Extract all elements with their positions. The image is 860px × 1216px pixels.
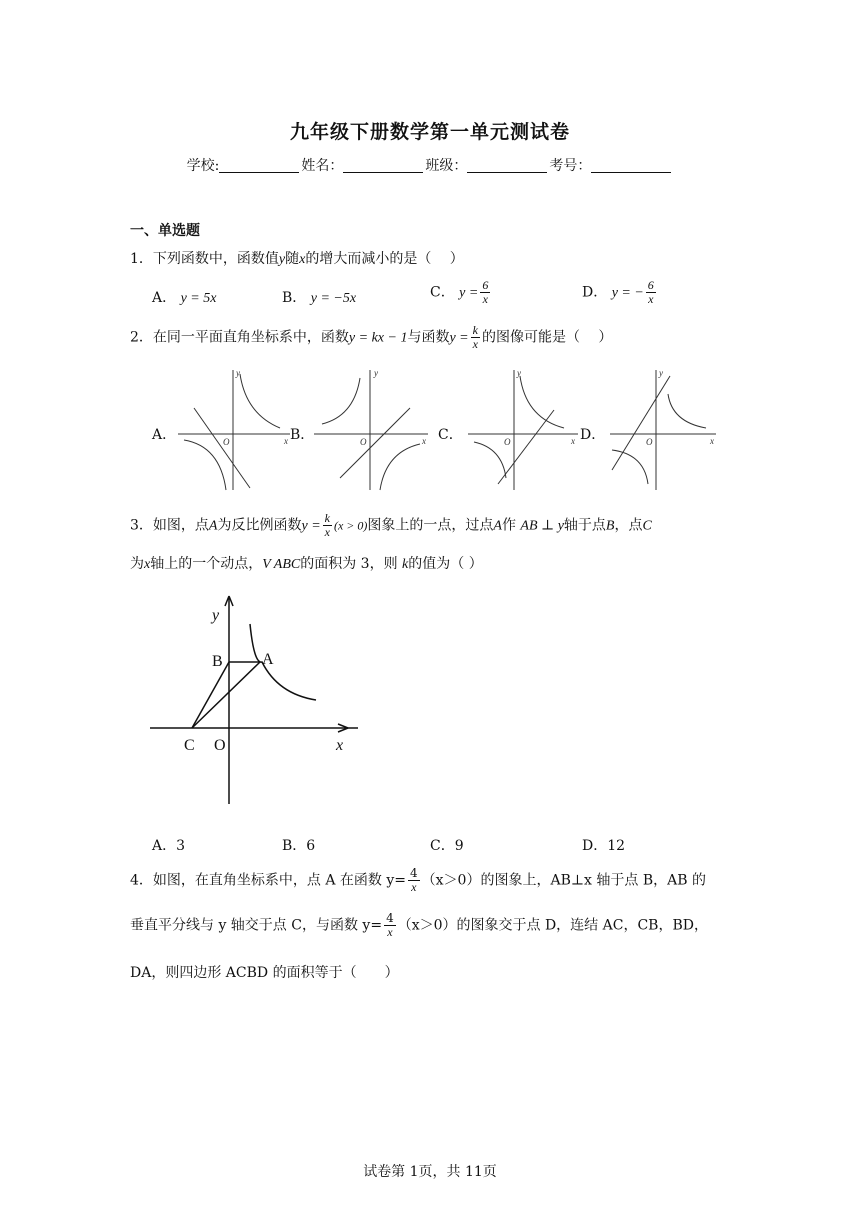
q1-option-d[interactable]: D． y = − $\frac{6}{x}$ xyxy=(582,278,654,306)
svg-text:x: x xyxy=(710,436,714,446)
question-3-line-1: 3．如图，点A为反比例函数y = $\frac{k}{x}$ (x > 0)图象上的一点，过点A作 AB ⊥ y轴于点B，点C xyxy=(130,511,652,539)
graph-d[interactable] xyxy=(610,370,716,490)
svg-text:y: y xyxy=(212,607,220,624)
fraction: $\frac{6}{x}$ xyxy=(647,278,654,306)
student-info-line xyxy=(0,155,860,175)
svg-text:x: x xyxy=(422,436,426,446)
question-4-line-1: 4．如图，在直角坐标系中，点 A 在函数 y= $\frac{4}{x}$ （x＞0）的图象上，AB⊥x 轴于点 B，AB 的 xyxy=(130,866,706,894)
name-label: 姓名： xyxy=(301,158,344,174)
fraction: $\frac{4}{x}$ xyxy=(410,866,418,894)
fraction: $\frac{4}{x}$ xyxy=(386,911,394,939)
segment-ca xyxy=(192,662,260,728)
question-3-line-2: 为x轴上的一个动点，V ABC的面积为 3，则 k的值为（ ） xyxy=(130,556,483,572)
school-label: 学校: xyxy=(186,158,220,174)
svg-text:O: O xyxy=(223,437,230,447)
svg-text:x: x xyxy=(571,436,575,446)
exam-no-blank xyxy=(591,158,671,173)
svg-text:A: A xyxy=(262,651,274,668)
fraction: $\frac{6}{x}$ xyxy=(482,278,489,306)
q2-label-c[interactable]: C． xyxy=(438,427,463,443)
q2-label-a[interactable]: A． xyxy=(152,427,177,443)
question-2-stem: 2．在同一平面直角坐标系中，函数y = kx − 1与函数y = $\frac{k}{x}$ 的图像可能是（ ） xyxy=(130,323,613,351)
q1-option-c[interactable]: C． y = $\frac{6}{x}$ xyxy=(430,278,489,306)
graph-a[interactable] xyxy=(178,370,290,490)
question-4-line-3: DA，则四边形 ACBD 的面积等于（ ） xyxy=(130,965,399,981)
segment-cb xyxy=(192,662,229,728)
svg-text:B: B xyxy=(212,653,223,670)
class-label: 班级： xyxy=(425,158,468,174)
q3-option-d[interactable]: D．12 xyxy=(582,838,626,854)
svg-text:y: y xyxy=(236,368,240,378)
question-4-line-2: 垂直平分线与 y 轴交于点 C，与函数 y= $\frac{4}{x}$ （x＞0）的图象交于点 D，连结 AC，CB，BD， xyxy=(130,911,708,939)
svg-text:x: x xyxy=(284,436,288,446)
question-1-stem: 1．下列函数中，函数值y随x的增大而减小的是（ ） xyxy=(130,251,464,267)
graph-b[interactable] xyxy=(314,370,428,490)
svg-text:O: O xyxy=(504,437,511,447)
page-footer: 试卷第 1页，共 11页 xyxy=(363,1164,497,1180)
q1-option-a[interactable]: A． y = 5x xyxy=(152,290,217,306)
q3-figure xyxy=(140,590,370,810)
q1-option-b[interactable]: B． y = −5x xyxy=(282,290,357,306)
svg-text:y: y xyxy=(374,368,378,378)
q2-label-b[interactable]: B． xyxy=(290,427,315,443)
q3-option-c[interactable]: C．9 xyxy=(430,838,464,854)
svg-text:O: O xyxy=(360,437,367,447)
section-heading: 一、单选题 xyxy=(130,223,200,239)
class-blank xyxy=(467,158,547,173)
q2-label-d[interactable]: D． xyxy=(580,427,606,443)
name-blank xyxy=(343,158,423,173)
svg-text:O: O xyxy=(646,437,653,447)
svg-text:O: O xyxy=(214,737,226,754)
q3-option-b[interactable]: B．6 xyxy=(282,838,316,854)
fraction: $\frac{k}{x}$ xyxy=(472,323,478,351)
svg-text:y: y xyxy=(659,368,663,378)
fraction: $\frac{k}{x}$ xyxy=(324,511,330,539)
q3-option-a[interactable]: A．3 xyxy=(152,838,186,854)
svg-text:y: y xyxy=(517,368,521,378)
graph-c[interactable] xyxy=(468,370,578,490)
svg-text:C: C xyxy=(184,737,195,754)
svg-text:x: x xyxy=(336,737,344,754)
exam-no-label: 考号： xyxy=(549,158,592,174)
school-blank xyxy=(219,158,299,173)
page-title: 九年级下册数学第一单元测试卷 xyxy=(289,121,570,143)
